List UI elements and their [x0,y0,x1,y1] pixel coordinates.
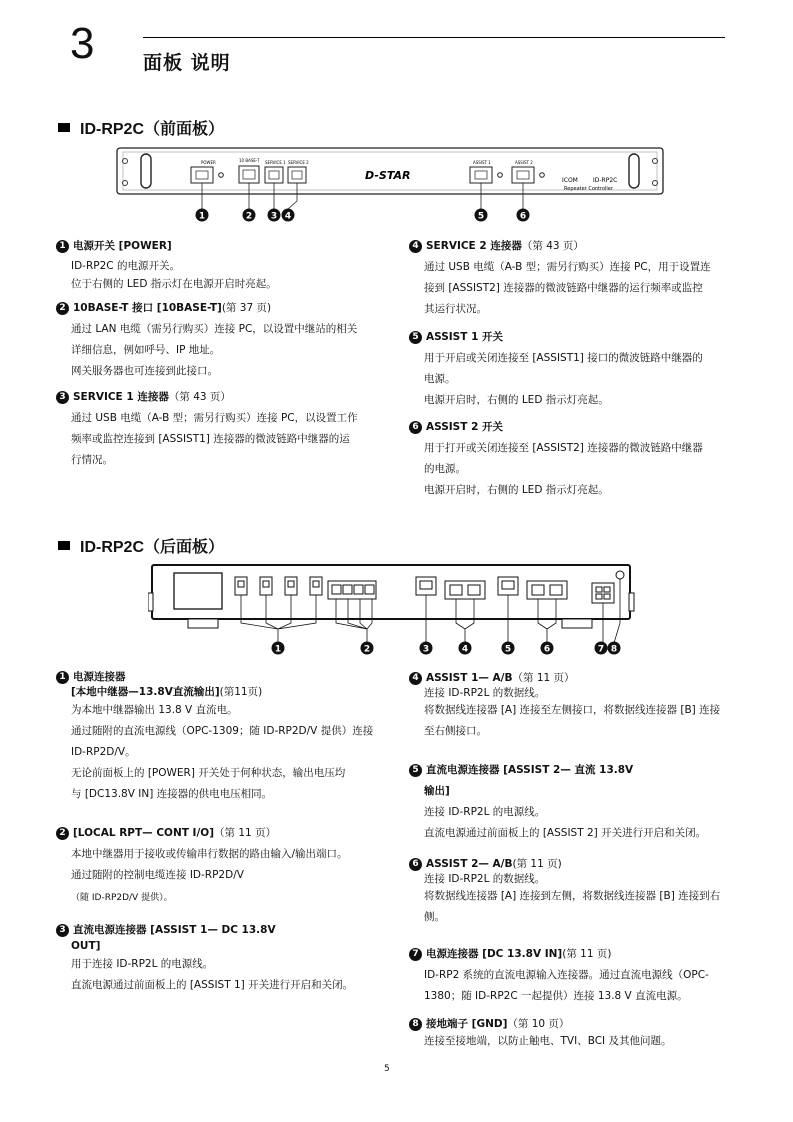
rear-item-6 [409,856,720,928]
callout-5-label: 5 [504,644,512,655]
callout-6-label: 6 [543,644,551,655]
rear-item-5 [409,760,706,844]
dstar-logo: D-STAR [365,169,411,182]
item-title: [LOCAL RPT— CONT I/O] [73,827,215,839]
chapter-rule [143,37,725,38]
tenbase-label: 10 BASE-T [239,158,260,163]
front-panel-diagram [115,146,665,226]
callout-badge: 1 [56,240,69,253]
rear-label-plate [174,573,222,609]
item-line: 1380；随 ID-RP2C 一起提供）连接 13.8 V 直流电源。 [424,990,688,1002]
item-line: 详细信息，例如呼号、IP 地址。 [71,344,221,356]
callout-badge: 4 [409,672,422,685]
rear-item-2 [56,823,348,910]
item-ref: （第 11 页） [512,672,575,684]
model-label: ID-RP2C [593,177,618,184]
item-line: 至右侧接口。 [424,725,487,737]
front-item-2 [56,298,357,382]
callout-badge: 6 [409,421,422,434]
rear-item-1 [56,670,373,805]
item-line: 频率或监控连接到 [ASSIST1] 连接器的微波链路中继器的运 [71,433,350,445]
callout-badge: 3 [56,391,69,404]
item-title: 直流电源连接器 [ASSIST 1— DC 13.8V [73,924,276,936]
subtitle-label: Repeater Controller [564,186,613,192]
item-line: 连接 ID-RP2L 的数据线。 [424,873,546,885]
callout-3-label: 3 [422,644,430,655]
page-number: 5 [384,1064,390,1074]
callout-7-label: 7 [597,644,605,655]
item-title: SERVICE 1 连接器 [73,391,169,403]
item-line: 侧。 [424,911,445,923]
item-ref: （第 10 页） [507,1018,570,1030]
item-line: （随 ID-RP2D/V 提供）。 [71,893,173,903]
item-line: 通过随附的控制电缆连接 ID-RP2D/V [71,869,244,881]
item-title-cont: OUT] [71,940,101,952]
item-line: 网关服务器也可连接到此接口。 [71,365,218,377]
item-ref: (第 11 页) [512,858,562,870]
item-line: 通过 USB 电缆（A-B 型；需另行购买）连接 PC，用于设置连 [424,261,711,273]
gnd-terminal [616,571,624,579]
callout-4-label: 4 [284,211,292,222]
item-line: 连接 ID-RP2L 的数据线。 [424,687,546,699]
item-title-cont: 输出] [424,785,450,797]
item-line: 行情况。 [71,454,113,466]
item-line: 通过随附的直流电源线（OPC-1309；随 ID-RP2D/V 提供）连接 [71,725,374,737]
item-ref: （第 43 页） [521,240,584,252]
item-line: 用于连接 ID-RP2L 的电源线。 [71,958,214,970]
item-line: 的电源。 [424,463,466,475]
item-line: 其运行状况。 [424,303,487,315]
item-line: 通过 USB 电缆（A-B 型；需另行购买）连接 PC，以设置工作 [71,412,358,424]
front-item-6 [409,417,703,501]
front-item-1 [56,236,277,293]
callout-2-label: 2 [245,211,253,222]
item-line: 用于打开或关闭连接至 [ASSIST2] 连接器的微波链路中继器 [424,442,703,454]
item-line: 电源。 [424,373,456,385]
service2-label: SERVICE 2 [288,160,309,165]
item-line: 连接 ID-RP2L 的电源线。 [424,806,546,818]
callout-badge: 3 [56,924,69,937]
heading-square-icon [58,123,70,132]
rear-panel-diagram [148,563,638,658]
item-title: 电源连接器 [73,671,126,683]
dc-13-8v-in [592,583,614,603]
callout-2-label: 2 [363,644,371,655]
front-item-3 [56,387,358,471]
item-title: ASSIST 2— A/B [426,858,513,870]
callout-8-label: 8 [610,644,618,655]
item-line: 位于右侧的 LED 指示灯在电源开启时亮起。 [71,278,277,290]
item-line: 连接至接地端，以防止触电、TVI、BCI 及其他问题。 [424,1035,672,1047]
callout-badge: 5 [409,764,422,777]
callout-badge: 8 [409,1018,422,1031]
callout-5-label: 5 [477,211,485,222]
item-title: 10BASE-T 接口 [10BASE-T] [73,302,222,314]
rear-item-4 [409,670,720,742]
item-title: 电源连接器 [DC 13.8V IN] [426,948,563,960]
item-line: ID-RP2C 的电源开关。 [71,260,180,272]
assist1-label: ASSIST 1 [473,160,491,165]
item-line: 电源开启时，右侧的 LED 指示灯亮起。 [424,484,609,496]
power-label: POWER [201,160,216,165]
item-line: ID-RP2D/V。 [71,746,136,758]
callout-badge: 5 [409,331,422,344]
callout-badge: 2 [56,302,69,315]
item-line: 将数据线连接器 [A] 连接至左侧接口，将数据线连接器 [B] 连接 [424,704,721,716]
front-item-5 [409,327,703,411]
callout-3-label: 3 [270,211,278,222]
item-line: 直流电源通过前面板上的 [ASSIST 2] 开关进行开启和关闭。 [424,827,707,839]
callout-badge: 6 [409,858,422,871]
front-panel-heading [58,116,224,139]
item-title: SERVICE 2 连接器 [426,240,522,252]
item-line: 直流电源通过前面板上的 [ASSIST 1] 开关进行开启和关闭。 [71,979,354,991]
heading-square-icon [58,541,70,550]
icom-logo: ICOM [562,177,578,184]
callout-1-label: 1 [274,644,282,655]
chapter-title: 面板 说明 [143,52,231,74]
item-title: ASSIST 2 开关 [426,421,504,433]
assist2-label: ASSIST 2 [515,160,533,165]
item-line: 电源开启时，右侧的 LED 指示灯亮起。 [424,394,609,406]
item-ref: (第 37 页) [221,302,272,314]
callout-badge: 1 [56,671,69,684]
item-title: ASSIST 1 开关 [426,331,504,343]
item-line: 用于开启或关闭连接至 [ASSIST1] 接口的微波链路中继器的 [424,352,703,364]
item-ref: （第 11 页） [214,827,277,839]
item-ref: (第11页) [219,686,263,698]
callout-1-label: 1 [198,211,206,222]
item-line: 接到 [ASSIST2] 连接器的微波链路中继器的运行频率或监控 [424,282,703,294]
front-item-4 [409,236,711,320]
item-line: 本地中继器用于接收或传输串行数据的路由输入/输出端口。 [71,848,348,860]
rear-panel-heading-text: ID-RP2C（后面板） [80,539,225,556]
rear-item-8 [409,1016,671,1050]
rear-item-7 [409,944,709,1007]
callout-badge: 2 [56,827,69,840]
callout-badge: 7 [409,948,422,961]
item-ref: (第 11 页) [562,948,612,960]
front-panel-heading-text: ID-RP2C（前面板） [80,121,225,138]
item-line: 与 [DC13.8V IN] 连接器的供电电压相同。 [71,788,273,800]
callout-badge: 4 [409,240,422,253]
item-line: 将数据线连接器 [A] 连接到左侧，将数据线连接器 [B] 连接到右 [424,890,721,902]
item-title-cont: [本地中继器—13.8V直流输出] [71,686,220,698]
item-line: 无论前面板上的 [POWER] 开关处于何种状态，输出电压均 [71,767,346,779]
callout-4-label: 4 [461,644,469,655]
service1-label: SERVICE 1 [265,160,286,165]
item-title: ASSIST 1— A/B [426,672,513,684]
item-title: 接地端子 [GND] [426,1018,508,1030]
item-title: 电源开关 [POWER] [73,240,172,252]
item-ref: （第 43 页） [168,391,231,403]
rear-item-3 [56,922,353,996]
chapter-number: 3 [70,19,95,68]
callout-6-label: 6 [519,211,527,222]
item-title: 直流电源连接器 [ASSIST 2— 直流 13.8V [426,764,634,776]
item-line: 通过 LAN 电缆（需另行购买）连接 PC，以设置中继站的相关 [71,323,358,335]
rear-panel-heading [58,534,224,557]
item-line: ID-RP2 系统的直流电源输入连接器。通过直流电源线（OPC- [424,969,709,981]
item-line: 为本地中继器输出 13.8 V 直流电。 [71,704,238,716]
